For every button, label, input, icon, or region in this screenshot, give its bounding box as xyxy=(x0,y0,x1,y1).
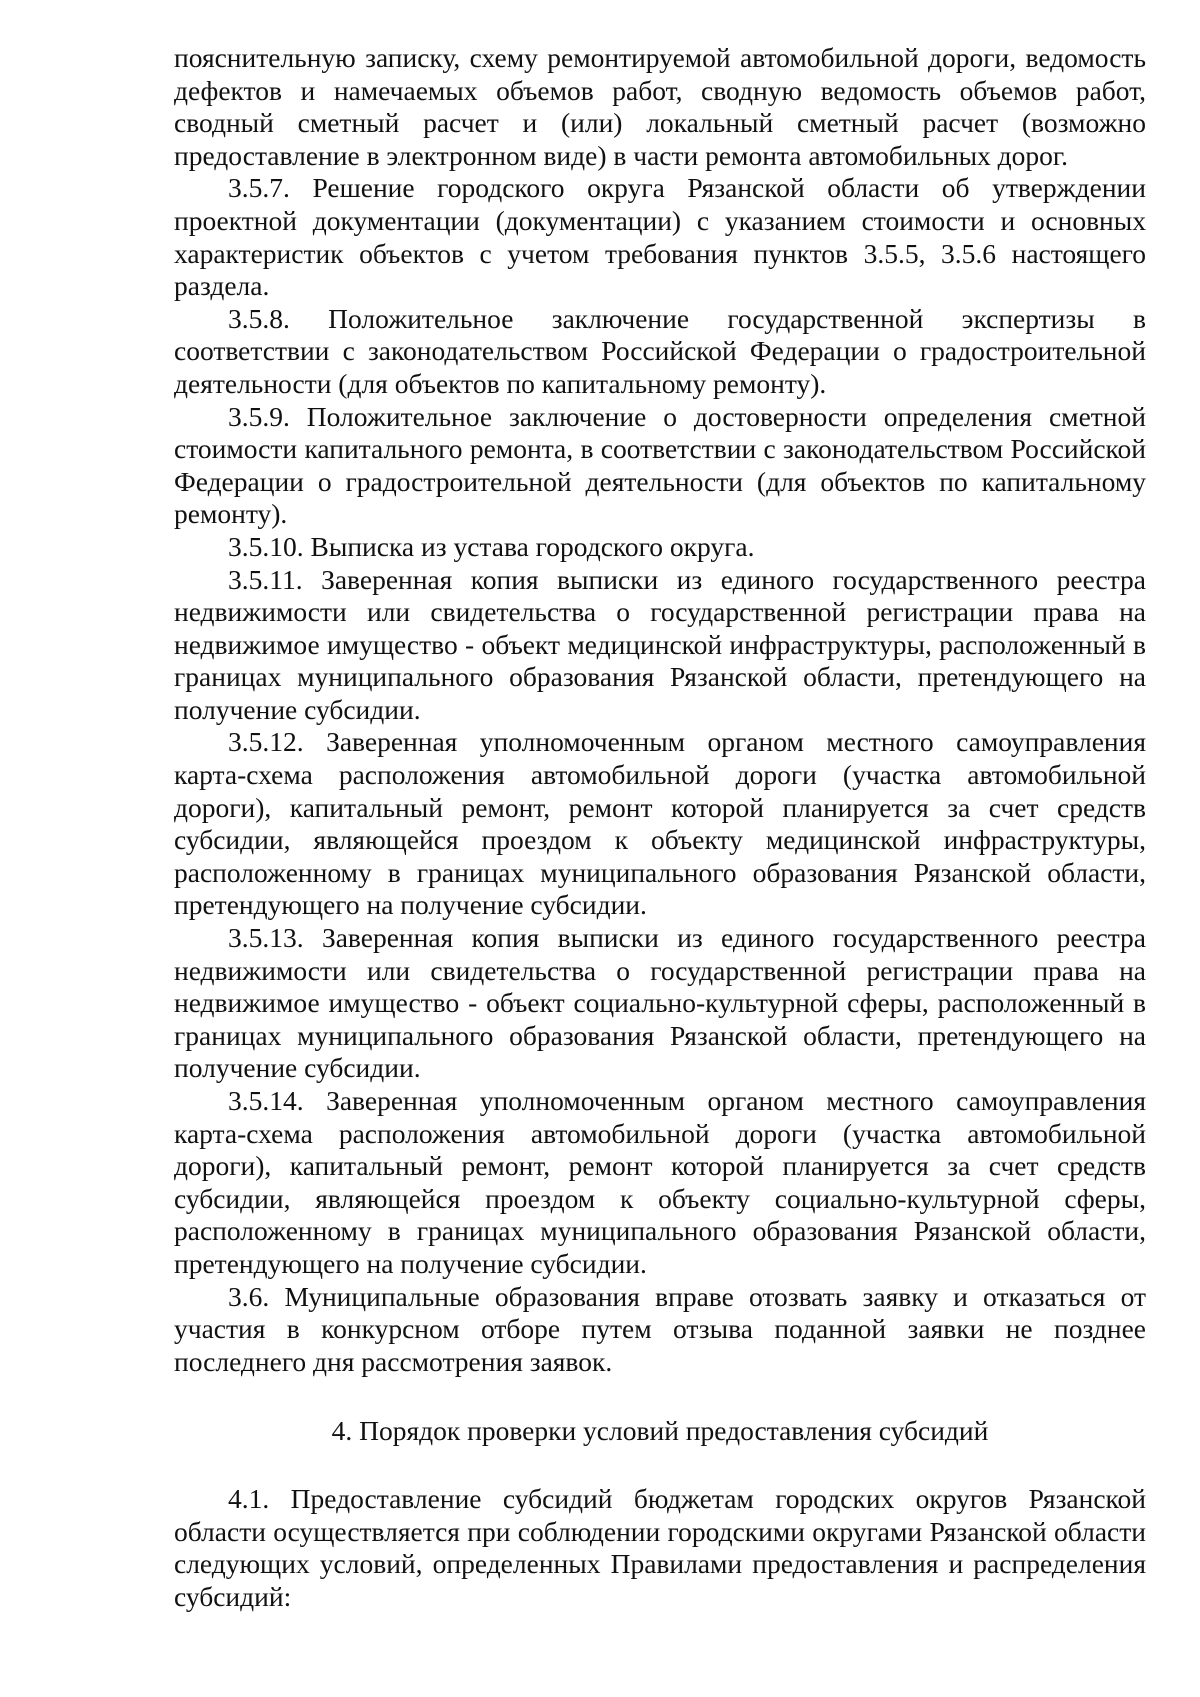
paragraph-3-5-11: 3.5.11. Заверенная копия выписки из единого государственного реестра недвижимости или свидетельства о государственной регистрации права на недвижимое имущество - объект медицинской инфраструктуры, расположенный в границах муниципального образования Рязанской области, претендующего на получение субсидии. xyxy=(174,563,1146,725)
paragraph-3-5-9: 3.5.9. Положительное заключение о достоверности определения сметной стоимости капитального ремонта, в соответствии с законодательством Российской Федерации о градостроительной деятельности (для объектов по капитальному ремонту). xyxy=(174,400,1146,530)
paragraph-3-5-14: 3.5.14. Заверенная уполномоченным органом местного самоуправления карта-схема расположения автомобильной дороги (участка автомобильной дороги), капитальный ремонт, ремонт которой планируется за счет средств субсидии, являющейся проездом к объекту социально-культурной сферы, расположенному в границах муниципального образования Рязанской области, претендующего на получение субсидии. xyxy=(174,1085,1146,1279)
paragraph-3-6: 3.6. Муниципальные образования вправе отозвать заявку и отказаться от участия в конкурсном отборе путем отзыва поданной заявки не позднее последнего дня рассмотрения заявок. xyxy=(174,1280,1146,1377)
paragraph-3-5-10: 3.5.10. Выписка из устава городского округа. xyxy=(228,530,755,562)
document-page xyxy=(174,42,1146,1613)
paragraph-continuation: пояснительную записку, схему ремонтируемой автомобильной дороги, ведомость дефектов и намечаемых объемов работ, сводную ведомость объемов работ, сводный сметный расчет и (или) локальный сметный расчет (возможно предоставление в электронном виде) в части ремонта автомобильных дорог. xyxy=(174,42,1146,171)
paragraph-3-5-7: 3.5.7. Решение городского округа Рязанской области об утверждении проектной документации (документации) с указанием стоимости и основных характеристик объектов с учетом требования пунктов 3.5.5, 3.5.6 настоящего раздела. xyxy=(174,172,1146,302)
paragraph-3-5-13: 3.5.13. Заверенная копия выписки из единого государственного реестра недвижимости или свидетельства о государственной регистрации права на недвижимое имущество - объект социально-культурной сферы, расположенный в границах муниципального образования Рязанской области, претендующего на получение субсидии. xyxy=(174,922,1146,1084)
paragraph-3-5-12: 3.5.12. Заверенная уполномоченным органом местного самоуправления карта-схема расположения автомобильной дороги (участка автомобильной дороги), капитальный ремонт, ремонт которой планируется за счет средств субсидии, являющейся проездом к объекту медицинской инфраструктуры, расположенному в границах муниципального образования Рязанской области, претендующего на получение субсидии. xyxy=(174,726,1146,921)
paragraph-4-1: 4.1. Предоставление субсидий бюджетам городских округов Рязанской области осуществляется при соблюдении городскими округами Рязанской области следующих условий, определенных Правилами предоставления и распределения субсидий: xyxy=(174,1482,1146,1612)
paragraph-3-5-8: 3.5.8. Положительное заключение государственной экспертизы в соответствии с законодательством Российской Федерации о градостроительной деятельности (для объектов по капитальному ремонту). xyxy=(174,302,1146,399)
section-heading: 4. Порядок проверки условий предоставления субсидий xyxy=(331,1415,989,1447)
